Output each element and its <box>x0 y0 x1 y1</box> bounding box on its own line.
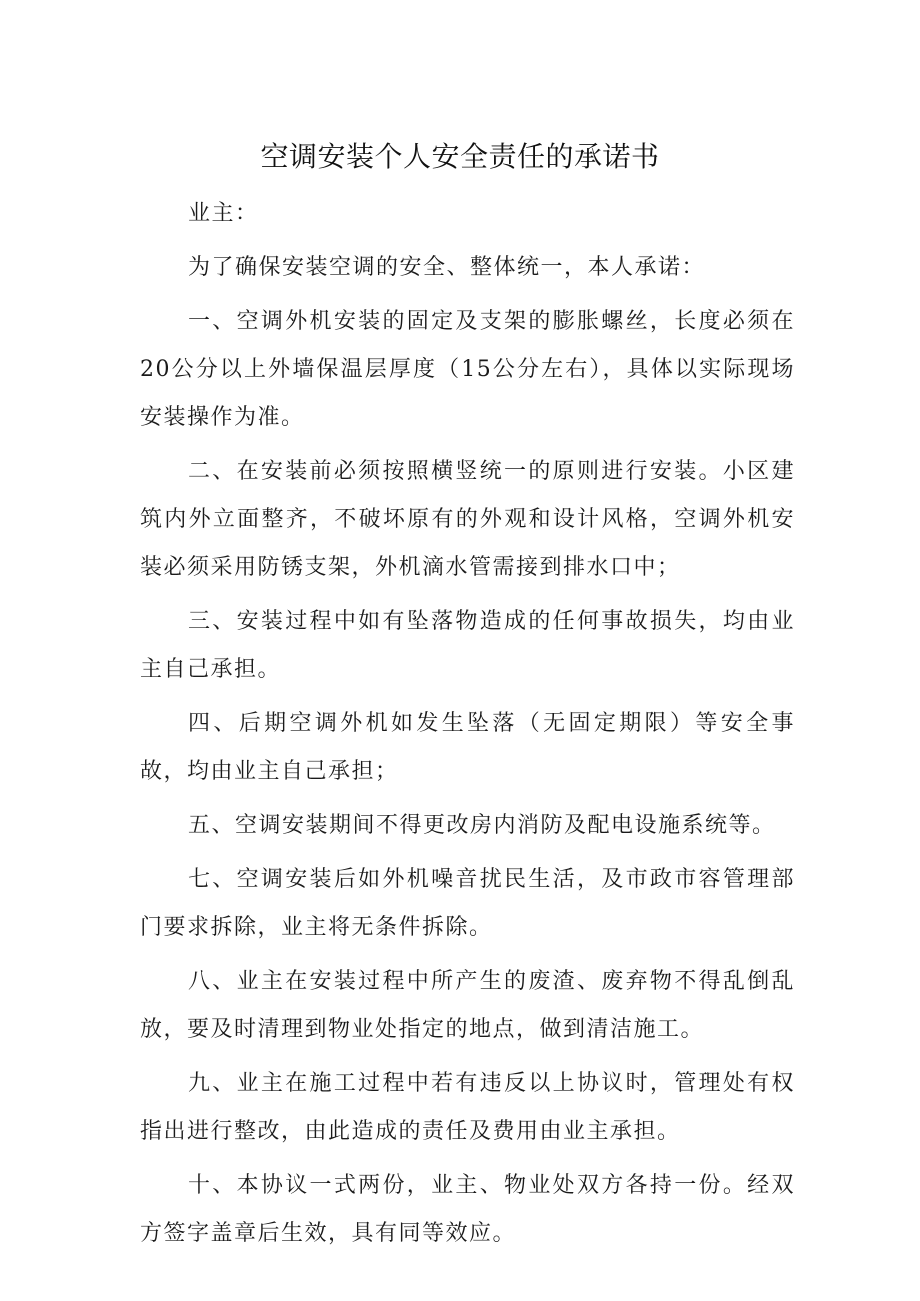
clause-paragraph: 五、空调安装期间不得更改房内消防及配电设施系统等。 <box>188 813 776 838</box>
document-title: 空调安装个人安全责任的承诺书 <box>260 140 660 173</box>
document-body <box>140 190 795 1264</box>
clause-paragraph: 十、本协议一式两份，业主、物业处双方各持一份。经双方签字盖章后生效，具有同等效应。 <box>140 1173 795 1246</box>
clause-paragraph: 九、业主在施工过程中若有违反以上协议时，管理处有权指出进行整改，由此造成的责任及费用由业主承担。 <box>140 1071 795 1144</box>
clause-paragraph: 四、后期空调外机如发生坠落（无固定期限）等安全事故，均由业主自己承担； <box>140 711 795 784</box>
clause-paragraph: 二、在安装前必须按照横竖统一的原则进行安装。小区建筑内外立面整齐，不破坏原有的外观和设计风格，空调外机安装必须采用防锈支架，外机滴水管需接到排水口中； <box>140 459 795 580</box>
clause-paragraph: 八、业主在安装过程中所产生的废渣、废弃物不得乱倒乱放，要及时清理到物业处指定的地点，做到清洁施工。 <box>140 969 795 1042</box>
salutation: 业主： <box>188 201 259 226</box>
clause-paragraph: 一、空调外机安装的固定及支架的膨胀螺丝，长度必须在20公分以上外墙保温层厚度（15公分左右），具体以实际现场安装操作为准。 <box>140 309 795 430</box>
clause-paragraph: 三、安装过程中如有坠落物造成的任何事故损失，均由业主自己承担。 <box>140 609 795 682</box>
intro-paragraph: 为了确保安装空调的安全、整体统一，本人承诺： <box>188 255 706 280</box>
clause-paragraph: 七、空调安装后如外机噪音扰民生活，及市政市容管理部门要求拆除，业主将无条件拆除。 <box>140 867 795 940</box>
